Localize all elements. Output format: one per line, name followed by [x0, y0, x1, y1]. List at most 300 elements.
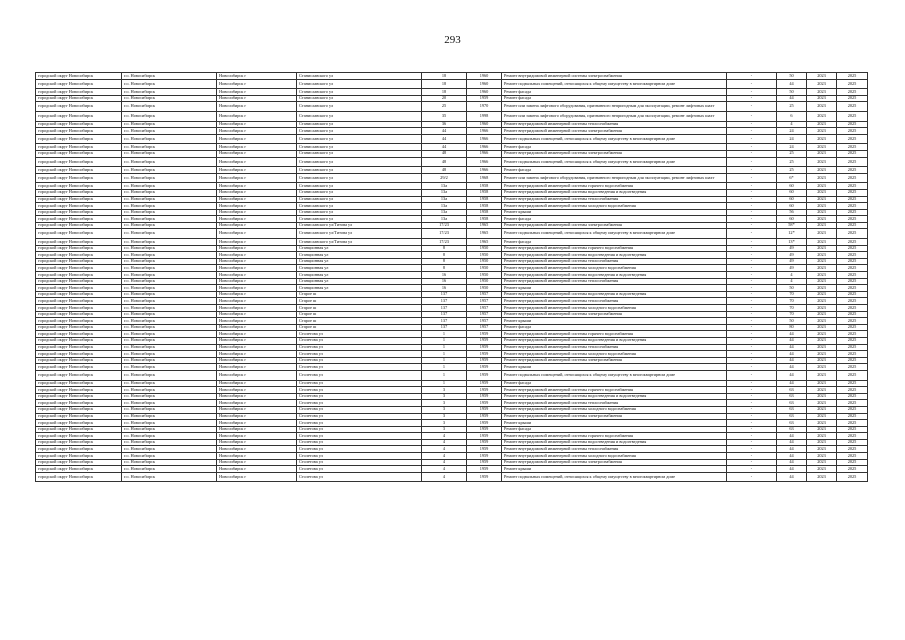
cell-end-year: 2025 — [837, 311, 868, 318]
cell-municipality: городской округ Новосибирск — [36, 446, 122, 453]
cell-year: 1950 — [467, 245, 502, 252]
cell-year: 1959 — [467, 364, 502, 371]
cell-count: 44 — [777, 466, 807, 473]
cell-end-year: 2025 — [837, 387, 868, 394]
cell-dash: - — [727, 121, 777, 128]
cell-municipality: городской округ Новосибирск — [36, 331, 122, 338]
cell-city: Новосибирск г — [217, 387, 297, 394]
cell-street: Станиславского ул — [297, 144, 422, 151]
table-row — [36, 406, 868, 413]
cell-municipality: городской округ Новосибирск — [36, 318, 122, 325]
cell-dash: - — [727, 459, 777, 466]
cell-work-type: Ремонт внутридомовой инженерной системы водоотведения и водоотведения — [502, 439, 727, 446]
cell-municipality: городской округ Новосибирск — [36, 229, 122, 239]
cell-year: 1957 — [467, 324, 502, 331]
cell-start-year: 2023 — [807, 426, 837, 433]
cell-end-year: 2025 — [837, 89, 868, 96]
cell-municipality: городской округ Новосибирск — [36, 144, 122, 151]
cell-work-type: Ремонт внутридомовой инженерной системы теплоснабжения — [502, 400, 727, 407]
cell-year: 1959 — [467, 344, 502, 351]
cell-year: 1950 — [467, 265, 502, 272]
cell-city: Новосибирск г — [217, 173, 297, 183]
cell-municipality: городской округ Новосибирск — [36, 311, 122, 318]
cell-house: 4 — [422, 466, 467, 473]
cell-district: г.о. Новосибирск — [122, 252, 217, 259]
cell-municipality: городской округ Новосибирск — [36, 439, 122, 446]
table-body — [36, 73, 868, 482]
cell-house: 4 — [422, 459, 467, 466]
cell-street: Станиславского ул — [297, 102, 422, 112]
cell-end-year: 2025 — [837, 272, 868, 279]
cell-year: 1966 — [467, 128, 502, 135]
cell-work-type: Ремонт внутридомовой инженерной системы электроснабжения — [502, 128, 727, 135]
cell-district: г.о. Новосибирск — [122, 102, 217, 112]
cell-district: г.о. Новосибирск — [122, 134, 217, 144]
cell-work-type: Ремонт фасада — [502, 167, 727, 174]
cell-street: Столетова ул — [297, 393, 422, 400]
cell-house: 18 — [422, 79, 467, 89]
cell-house: 17/23 — [422, 229, 467, 239]
cell-year: 1959 — [467, 357, 502, 364]
cell-work-type: Ремонт подвальных помещений, относящихся к общему имуществу в многоквартирном доме — [502, 229, 727, 239]
cell-city: Новосибирск г — [217, 472, 297, 482]
cell-district: г.о. Новосибирск — [122, 453, 217, 460]
cell-city: Новосибирск г — [217, 459, 297, 466]
cell-district: г.о. Новосибирск — [122, 209, 217, 216]
cell-dash: - — [727, 183, 777, 190]
cell-end-year: 2025 — [837, 466, 868, 473]
cell-start-year: 2023 — [807, 134, 837, 144]
cell-start-year: 2023 — [807, 111, 837, 121]
cell-house: 13а — [422, 196, 467, 203]
cell-work-type: Ремонт внутридомовой инженерной системы холодного водоснабжения — [502, 453, 727, 460]
cell-municipality: городской округ Новосибирск — [36, 216, 122, 223]
cell-end-year: 2025 — [837, 278, 868, 285]
cell-dash: - — [727, 420, 777, 427]
repair-schedule-table-wrapper — [35, 72, 867, 482]
cell-city: Новосибирск г — [217, 134, 297, 144]
table-row — [36, 203, 868, 210]
cell-dash: - — [727, 433, 777, 440]
cell-city: Новосибирск г — [217, 89, 297, 96]
cell-dash: - — [727, 102, 777, 112]
cell-start-year: 2023 — [807, 102, 837, 112]
cell-count: 49 — [777, 245, 807, 252]
table-row — [36, 433, 868, 440]
cell-house: 48 — [422, 157, 467, 167]
cell-dash: - — [727, 89, 777, 96]
cell-dash: - — [727, 285, 777, 292]
cell-district: г.о. Новосибирск — [122, 380, 217, 387]
cell-end-year: 2025 — [837, 134, 868, 144]
cell-house: 4 — [422, 439, 467, 446]
cell-end-year: 2025 — [837, 167, 868, 174]
cell-count: 4 — [777, 272, 807, 279]
table-row — [36, 128, 868, 135]
cell-city: Новосибирск г — [217, 121, 297, 128]
table-row — [36, 318, 868, 325]
cell-municipality: городской округ Новосибирск — [36, 298, 122, 305]
cell-street: Станиславского ул — [297, 189, 422, 196]
cell-dash: - — [727, 203, 777, 210]
cell-count: 44 — [777, 433, 807, 440]
cell-start-year: 2023 — [807, 285, 837, 292]
cell-count: 44 — [777, 95, 807, 102]
cell-count: 56 — [777, 209, 807, 216]
cell-end-year: 2025 — [837, 189, 868, 196]
cell-work-type: Ремонт внутридомовой инженерной системы теплоснабжения — [502, 278, 727, 285]
cell-house: 4 — [422, 472, 467, 482]
cell-dash: - — [727, 387, 777, 394]
cell-city: Новосибирск г — [217, 252, 297, 259]
table-row — [36, 351, 868, 358]
cell-work-type: Ремонт крыши — [502, 466, 727, 473]
table-row — [36, 380, 868, 387]
cell-year: 1959 — [467, 393, 502, 400]
cell-street: Станиславского ул — [297, 157, 422, 167]
cell-start-year: 2023 — [807, 189, 837, 196]
cell-count: 44 — [777, 472, 807, 482]
cell-city: Новосибирск г — [217, 331, 297, 338]
cell-city: Новосибирск г — [217, 229, 297, 239]
cell-dash: - — [727, 209, 777, 216]
cell-municipality: городской округ Новосибирск — [36, 364, 122, 371]
cell-district: г.о. Новосибирск — [122, 150, 217, 157]
cell-count: 50 — [777, 318, 807, 325]
cell-district: г.о. Новосибирск — [122, 272, 217, 279]
cell-start-year: 2023 — [807, 222, 837, 229]
cell-district: г.о. Новосибирск — [122, 357, 217, 364]
cell-house: 18 — [422, 89, 467, 96]
cell-dash: - — [727, 173, 777, 183]
cell-start-year: 2023 — [807, 196, 837, 203]
cell-year: 1958 — [467, 183, 502, 190]
cell-count: 63 — [777, 393, 807, 400]
cell-street: Станиславского ул — [297, 73, 422, 80]
cell-start-year: 2023 — [807, 265, 837, 272]
cell-city: Новосибирск г — [217, 79, 297, 89]
cell-end-year: 2025 — [837, 196, 868, 203]
cell-district: г.о. Новосибирск — [122, 466, 217, 473]
cell-street: Станционная ул — [297, 252, 422, 259]
cell-year: 1959 — [467, 380, 502, 387]
cell-municipality: городской округ Новосибирск — [36, 406, 122, 413]
cell-dash: - — [727, 189, 777, 196]
cell-work-type: Ремонт внутридомовой инженерной системы теплоснабжения — [502, 446, 727, 453]
cell-year: 1958 — [467, 216, 502, 223]
cell-street: Станиславского ул — [297, 89, 422, 96]
cell-house: 44 — [422, 144, 467, 151]
cell-city: Новосибирск г — [217, 111, 297, 121]
cell-municipality: городской округ Новосибирск — [36, 420, 122, 427]
cell-house: 1 — [422, 357, 467, 364]
cell-street: Столетова ул — [297, 400, 422, 407]
table-row — [36, 426, 868, 433]
cell-street: Станиславского ул — [297, 128, 422, 135]
cell-city: Новосибирск г — [217, 239, 297, 246]
cell-work-type: Ремонт внутридомовой инженерной системы электроснабжения — [502, 73, 727, 80]
cell-district: г.о. Новосибирск — [122, 245, 217, 252]
table-row — [36, 472, 868, 482]
cell-start-year: 2023 — [807, 357, 837, 364]
cell-dash: - — [727, 357, 777, 364]
cell-count: 25 — [777, 150, 807, 157]
cell-work-type: Ремонт внутридомовой инженерной системы теплоснабжения — [502, 196, 727, 203]
cell-count: 50 — [777, 89, 807, 96]
cell-district: г.о. Новосибирск — [122, 298, 217, 305]
cell-municipality: городской округ Новосибирск — [36, 453, 122, 460]
cell-work-type: Ремонт фасада — [502, 144, 727, 151]
cell-street: Столетова ул — [297, 446, 422, 453]
cell-district: г.о. Новосибирск — [122, 305, 217, 312]
cell-work-type: Ремонт внутридомовой инженерной системы холодного водоснабжения — [502, 351, 727, 358]
cell-end-year: 2025 — [837, 433, 868, 440]
cell-city: Новосибирск г — [217, 272, 297, 279]
cell-house: 29/2 — [422, 173, 467, 183]
cell-municipality: городской округ Новосибирск — [36, 357, 122, 364]
cell-district: г.о. Новосибирск — [122, 167, 217, 174]
cell-work-type: Ремонт внутридомовой инженерной системы горячего водоснабжения — [502, 387, 727, 394]
cell-house: 1 — [422, 351, 467, 358]
cell-count: 49 — [777, 252, 807, 259]
cell-start-year: 2023 — [807, 298, 837, 305]
cell-work-type: Ремонт подвальных помещений, относящихся к общему имуществу в многоквартирном доме — [502, 79, 727, 89]
cell-end-year: 2025 — [837, 406, 868, 413]
cell-work-type: Ремонт подвальных помещений, относящихся к общему имуществу в многоквартирном доме — [502, 472, 727, 482]
cell-work-type: Ремонт внутридомовой инженерной системы электроснабжения — [502, 357, 727, 364]
cell-city: Новосибирск г — [217, 466, 297, 473]
cell-city: Новосибирск г — [217, 393, 297, 400]
cell-count: 44 — [777, 370, 807, 380]
cell-house: 17/23 — [422, 239, 467, 246]
cell-house: 1 — [422, 337, 467, 344]
cell-street: Станиславского ул/Титова ул — [297, 229, 422, 239]
cell-district: г.о. Новосибирск — [122, 311, 217, 318]
cell-end-year: 2025 — [837, 157, 868, 167]
cell-year: 1959 — [467, 446, 502, 453]
cell-city: Новосибирск г — [217, 209, 297, 216]
cell-street: Станционная ул — [297, 258, 422, 265]
cell-start-year: 2023 — [807, 433, 837, 440]
cell-count: 25 — [777, 102, 807, 112]
cell-street: Станционная ул — [297, 272, 422, 279]
cell-end-year: 2025 — [837, 357, 868, 364]
cell-district: г.о. Новосибирск — [122, 79, 217, 89]
cell-year: 1959 — [467, 439, 502, 446]
cell-start-year: 2023 — [807, 150, 837, 157]
table-row — [36, 157, 868, 167]
cell-work-type: Ремонт внутридомовой инженерной системы электроснабжения — [502, 311, 727, 318]
cell-work-type: Ремонт внутридомовой инженерной системы теплоснабжения — [502, 298, 727, 305]
cell-end-year: 2025 — [837, 305, 868, 312]
cell-count: 24 — [777, 144, 807, 151]
cell-house: 35 — [422, 111, 467, 121]
cell-district: г.о. Новосибирск — [122, 459, 217, 466]
cell-start-year: 2023 — [807, 216, 837, 223]
cell-end-year: 2025 — [837, 439, 868, 446]
cell-start-year: 2023 — [807, 183, 837, 190]
cell-year: 1958 — [467, 196, 502, 203]
cell-district: г.о. Новосибирск — [122, 173, 217, 183]
cell-end-year: 2025 — [837, 318, 868, 325]
cell-dash: - — [727, 128, 777, 135]
cell-city: Новосибирск г — [217, 285, 297, 292]
cell-house: 13а — [422, 183, 467, 190]
cell-count: 44 — [777, 459, 807, 466]
table-row — [36, 102, 868, 112]
cell-city: Новосибирск г — [217, 406, 297, 413]
cell-municipality: городской округ Новосибирск — [36, 272, 122, 279]
cell-start-year: 2023 — [807, 245, 837, 252]
cell-district: г.о. Новосибирск — [122, 222, 217, 229]
cell-end-year: 2025 — [837, 337, 868, 344]
cell-street: Столетова ул — [297, 453, 422, 460]
cell-municipality: городской округ Новосибирск — [36, 324, 122, 331]
cell-count: 70 — [777, 291, 807, 298]
cell-start-year: 2023 — [807, 331, 837, 338]
cell-year: 1957 — [467, 311, 502, 318]
cell-end-year: 2025 — [837, 291, 868, 298]
table-row — [36, 89, 868, 96]
cell-year: 1965 — [467, 239, 502, 246]
cell-street: Станиславского ул — [297, 167, 422, 174]
cell-end-year: 2025 — [837, 73, 868, 80]
cell-street: Станиславского ул — [297, 216, 422, 223]
table-row — [36, 387, 868, 394]
cell-start-year: 2023 — [807, 400, 837, 407]
cell-city: Новосибирск г — [217, 189, 297, 196]
cell-year: 1959 — [467, 400, 502, 407]
cell-end-year: 2025 — [837, 111, 868, 121]
cell-district: г.о. Новосибирск — [122, 337, 217, 344]
cell-count: 4 — [777, 121, 807, 128]
cell-city: Новосибирск г — [217, 278, 297, 285]
cell-municipality: городской округ Новосибирск — [36, 157, 122, 167]
cell-district: г.о. Новосибирск — [122, 128, 217, 135]
cell-dash: - — [727, 167, 777, 174]
cell-house: 25 — [422, 102, 467, 112]
table-row — [36, 331, 868, 338]
cell-work-type: Ремонт внутридомовой инженерной системы теплоснабжения — [502, 121, 727, 128]
cell-end-year: 2025 — [837, 265, 868, 272]
cell-end-year: 2025 — [837, 173, 868, 183]
cell-year: 1998 — [467, 111, 502, 121]
cell-count: 70 — [777, 305, 807, 312]
cell-municipality: городской округ Новосибирск — [36, 245, 122, 252]
cell-end-year: 2025 — [837, 380, 868, 387]
cell-year: 1957 — [467, 305, 502, 312]
cell-year: 1959 — [467, 459, 502, 466]
cell-house: 18 — [422, 73, 467, 80]
cell-street: Столетова ул — [297, 420, 422, 427]
cell-municipality: городской округ Новосибирск — [36, 73, 122, 80]
cell-dash: - — [727, 245, 777, 252]
cell-year: 1950 — [467, 285, 502, 292]
cell-house: 36 — [422, 121, 467, 128]
cell-city: Новосибирск г — [217, 95, 297, 102]
cell-start-year: 2023 — [807, 278, 837, 285]
table-row — [36, 239, 868, 246]
cell-end-year: 2025 — [837, 95, 868, 102]
cell-district: г.о. Новосибирск — [122, 344, 217, 351]
cell-end-year: 2025 — [837, 285, 868, 292]
cell-work-type: Ремонт или замена лифтового оборудования, признанного непригодным для эксплуатации, ремонт лифтовых шахт — [502, 102, 727, 112]
cell-count: 70 — [777, 311, 807, 318]
cell-municipality: городской округ Новосибирск — [36, 203, 122, 210]
cell-house: 13а — [422, 216, 467, 223]
cell-municipality: городской округ Новосибирск — [36, 370, 122, 380]
cell-district: г.о. Новосибирск — [122, 157, 217, 167]
cell-dash: - — [727, 258, 777, 265]
cell-year: 1959 — [467, 387, 502, 394]
cell-start-year: 2023 — [807, 79, 837, 89]
cell-start-year: 2023 — [807, 420, 837, 427]
cell-year: 1959 — [467, 331, 502, 338]
cell-start-year: 2023 — [807, 229, 837, 239]
cell-city: Новосибирск г — [217, 426, 297, 433]
cell-municipality: городской округ Новосибирск — [36, 121, 122, 128]
cell-end-year: 2025 — [837, 420, 868, 427]
cell-count: 25 — [777, 167, 807, 174]
cell-work-type: Ремонт внутридомовой инженерной системы горячего водоснабжения — [502, 183, 727, 190]
cell-street: Станиславского ул — [297, 95, 422, 102]
table-row — [36, 291, 868, 298]
cell-street: Столетова ул — [297, 439, 422, 446]
cell-year: 1959 — [467, 426, 502, 433]
cell-count: 58* — [777, 222, 807, 229]
cell-house: 3 — [422, 393, 467, 400]
cell-municipality: городской округ Новосибирск — [36, 252, 122, 259]
cell-district: г.о. Новосибирск — [122, 196, 217, 203]
cell-street: Станционная ул — [297, 285, 422, 292]
cell-year: 1958 — [467, 209, 502, 216]
cell-start-year: 2023 — [807, 337, 837, 344]
table-row — [36, 370, 868, 380]
cell-count: 13* — [777, 239, 807, 246]
cell-end-year: 2025 — [837, 370, 868, 380]
cell-house: 44 — [422, 134, 467, 144]
cell-dash: - — [727, 337, 777, 344]
cell-end-year: 2025 — [837, 229, 868, 239]
cell-municipality: городской округ Новосибирск — [36, 209, 122, 216]
cell-district: г.о. Новосибирск — [122, 285, 217, 292]
cell-district: г.о. Новосибирск — [122, 472, 217, 482]
cell-start-year: 2023 — [807, 351, 837, 358]
cell-city: Новосибирск г — [217, 380, 297, 387]
cell-count: 25 — [777, 157, 807, 167]
cell-end-year: 2025 — [837, 258, 868, 265]
cell-house: 8 — [422, 245, 467, 252]
cell-year: 1950 — [467, 272, 502, 279]
cell-dash: - — [727, 252, 777, 259]
cell-count: 4 — [777, 278, 807, 285]
cell-district: г.о. Новосибирск — [122, 89, 217, 96]
cell-house: 137 — [422, 298, 467, 305]
cell-dash: - — [727, 344, 777, 351]
cell-street: Столетова ул — [297, 387, 422, 394]
cell-municipality: городской округ Новосибирск — [36, 150, 122, 157]
cell-house: 137 — [422, 318, 467, 325]
table-row — [36, 400, 868, 407]
cell-city: Новосибирск г — [217, 364, 297, 371]
cell-house: 13а — [422, 209, 467, 216]
cell-year: 1950 — [467, 278, 502, 285]
cell-dash: - — [727, 229, 777, 239]
cell-end-year: 2025 — [837, 216, 868, 223]
table-row — [36, 393, 868, 400]
cell-work-type: Ремонт внутридомовой инженерной системы горячего водоснабжения — [502, 245, 727, 252]
table-row — [36, 252, 868, 259]
